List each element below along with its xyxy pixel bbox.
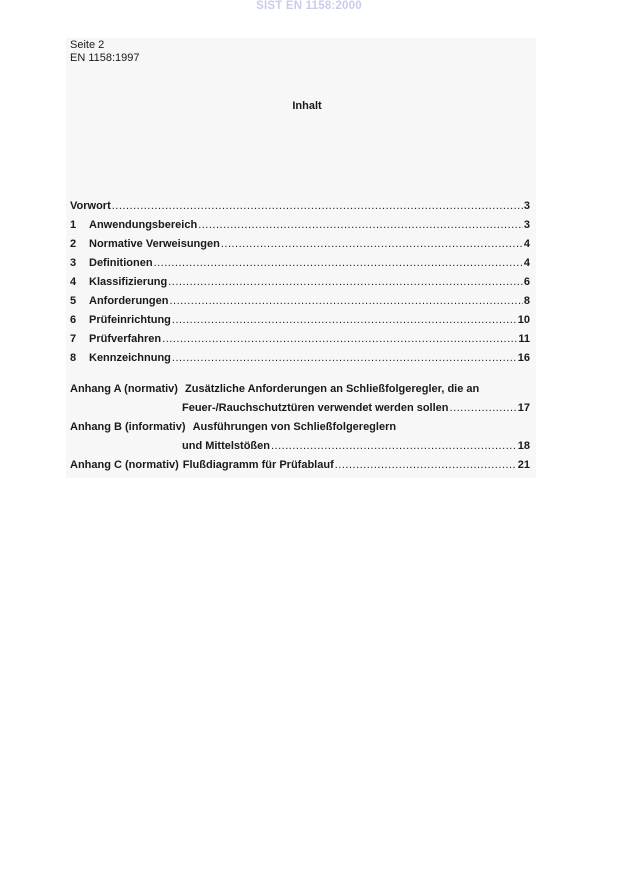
- toc-leader-dots: [335, 459, 517, 471]
- toc-entry-normative-references: [70, 238, 530, 257]
- annex-prefix: Anhang C (normativ): [70, 459, 179, 471]
- toc-entry-number: 7: [70, 333, 77, 345]
- page-header: [70, 39, 140, 65]
- toc-entry-foreword: [70, 200, 530, 219]
- toc-entry-page: 11: [518, 333, 530, 345]
- toc-entry-page: 8: [523, 295, 530, 307]
- toc-entry-page: 4: [523, 238, 530, 250]
- toc-title: Inhalt: [292, 100, 322, 112]
- toc-leader-dots: [271, 440, 517, 452]
- toc-leader-dots: [450, 402, 517, 414]
- annex-title-line2: und Mittelstößen: [182, 440, 270, 452]
- toc-entry-page: 16: [517, 352, 530, 364]
- toc-annex-b: [70, 421, 530, 459]
- page-number: Seite 2: [70, 39, 105, 51]
- annex-title-line1: Ausführungen von Schließfolgereglern: [192, 421, 397, 433]
- toc-entry-label: Kennzeichnung: [89, 352, 171, 364]
- annex-title-line1: Zusätzliche Anforderungen an Schließfolgeregler, die an: [185, 383, 480, 395]
- toc-entry-number: 6: [70, 314, 77, 326]
- table-of-contents: [70, 200, 530, 371]
- toc-leader-dots: [172, 352, 517, 364]
- toc-entry-scope: [70, 219, 530, 238]
- toc-entry-page: 21: [517, 459, 530, 471]
- toc-entry-page: 3: [523, 200, 530, 212]
- toc-entry-number: 3: [70, 257, 77, 269]
- toc-leader-dots: [162, 333, 517, 345]
- toc-entry-label: Anwendungsbereich: [89, 219, 198, 231]
- toc-entry-label: Prüfeinrichtung: [89, 314, 171, 326]
- toc-entry-page: 3: [523, 219, 530, 231]
- toc-entry-test-equipment: [70, 314, 530, 333]
- toc-leader-dots: [221, 238, 523, 250]
- toc-leader-dots: [154, 257, 523, 269]
- watermark-text: SIST EN 1158:2000: [256, 0, 362, 12]
- toc-entry-label: Anforderungen: [89, 295, 169, 307]
- toc-entry-label: Vorwort: [70, 200, 111, 212]
- toc-entry-number: 1: [70, 219, 77, 231]
- toc-entry-number: 8: [70, 352, 77, 364]
- toc-entry-page: 10: [517, 314, 530, 326]
- annex-prefix: Anhang A (normativ): [70, 383, 178, 395]
- toc-entry-number: 4: [70, 276, 77, 288]
- toc-entry-label: Definitionen: [89, 257, 153, 269]
- toc-leader-dots: [168, 276, 523, 288]
- toc-entry-definitions: [70, 257, 530, 276]
- toc-entry-label: Klassifizierung: [89, 276, 168, 288]
- toc-entry-marking: [70, 352, 530, 371]
- annex-title-line2: Feuer-/Rauchschutztüren verwendet werden sollen: [182, 402, 449, 414]
- toc-annex-a: [70, 383, 530, 421]
- toc-leader-dots: [172, 314, 517, 326]
- toc-leader-dots: [169, 295, 522, 307]
- toc-entry-label: Normative Verweisungen: [89, 238, 220, 250]
- toc-entry-number: 5: [70, 295, 77, 307]
- toc-leader-dots: [112, 200, 523, 212]
- toc-entry-number: 2: [70, 238, 77, 250]
- toc-entry-page: 4: [523, 257, 530, 269]
- toc-entry-label: Prüfverfahren: [89, 333, 162, 345]
- toc-leader-dots: [198, 219, 523, 231]
- document-id: EN 1158:1997: [70, 52, 140, 64]
- toc-entry-page: 6: [523, 276, 530, 288]
- annex-prefix: Anhang B (informativ): [70, 421, 186, 433]
- toc-annex-c: [70, 459, 530, 478]
- toc-entry-page: 17: [517, 402, 530, 414]
- toc-entry-test-procedure: [70, 333, 530, 352]
- toc-entry-classification: [70, 276, 530, 295]
- toc-entry-requirements: [70, 295, 530, 314]
- annex-title-line1: Flußdiagramm für Prüfablauf: [182, 459, 334, 471]
- toc-entry-page: 18: [517, 440, 530, 452]
